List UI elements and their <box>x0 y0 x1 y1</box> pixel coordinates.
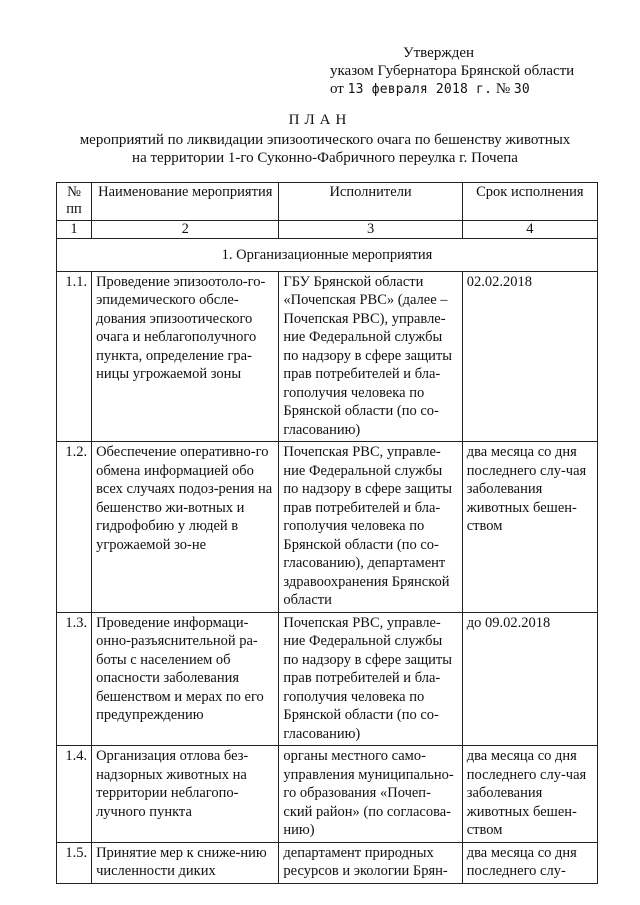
subtitle-line-1: мероприятий по ликвидации эпизоотического очага по бешенству животных <box>79 132 571 148</box>
row-number: 1.5. <box>57 842 92 883</box>
approval-line-date <box>330 80 574 99</box>
row-activity: Проведение информаци-онно-разъяснительной ра-боты с населением об опасности заболевания бешенством и мерах по его предупреждению <box>92 612 279 746</box>
row-executors: ГБУ Брянской области «Почепская РВС» (далее – Почепская РВС), управле-ние Федеральной службы по надзору в сфере защиты прав потребителей и бла-гополучия человека по Брянской области (по со-гласованию) <box>279 271 462 442</box>
column-number: 4 <box>462 221 597 239</box>
column-number-row <box>57 221 598 239</box>
row-executors: органы местного само-управления муниципально-го образования «Почеп-ский район» (по согласова-нию) <box>279 746 462 843</box>
header-num: № пп <box>57 183 92 221</box>
approval-number: 30 <box>513 82 530 97</box>
row-number: 1.2. <box>57 442 92 613</box>
approval-number-sign: № <box>495 81 511 97</box>
row-deadline: 02.02.2018 <box>462 271 597 442</box>
row-activity: Организация отлова без-надзорных животных на территории неблагопо-лучного пункта <box>92 746 279 843</box>
row-number: 1.4. <box>57 746 92 843</box>
row-executors: Почепская РВС, управле-ние Федеральной службы по надзору в сфере защиты прав потребителей и бла-гополучия человека по Брянской области (по со-гласованию), департамент здравоохранения Брянской области <box>279 442 462 613</box>
table-row <box>57 612 598 746</box>
column-number: 1 <box>57 221 92 239</box>
table-row <box>57 842 598 883</box>
row-number: 1.1. <box>57 271 92 442</box>
row-executors: Почепская РВС, управле-ние Федеральной службы по надзору в сфере защиты прав потребителей и бла-гополучия человека по Брянской области (по со-гласованию) <box>279 612 462 746</box>
row-number: 1.3. <box>57 612 92 746</box>
row-deadline: два месяца со дня последнего слу-чая заболевания животных бешен-ством <box>462 746 597 843</box>
row-executors: департамент природных ресурсов и экологии Брян- <box>279 842 462 883</box>
subtitle-line-2: на территории 1-го Суконно-Фабричного переулка г. Почепа <box>132 150 518 166</box>
row-deadline: до 09.02.2018 <box>462 612 597 746</box>
table-row <box>57 271 598 442</box>
row-deadline: два месяца со дня последнего слу-чая заболевания животных бешен-ством <box>462 442 597 613</box>
row-activity: Принятие мер к сниже-нию численности диких <box>92 842 279 883</box>
approval-block <box>330 44 574 99</box>
approval-line-approved: Утвержден <box>403 45 475 61</box>
column-number: 2 <box>92 221 279 239</box>
section-title: 1. Организационные мероприятия <box>57 239 598 272</box>
column-number: 3 <box>279 221 462 239</box>
table-row <box>57 442 598 613</box>
approval-prefix: от <box>330 81 344 97</box>
row-deadline: два месяца со дня последнего слу- <box>462 842 597 883</box>
header-executors: Исполнители <box>279 183 462 221</box>
row-activity: Проведение эпизоотоло-го-эпидемического обсле-дования эпизоотического очага и неблагополучного пункта, определение гра-ницы угрожаемой зоны <box>92 271 279 442</box>
document-subtitle <box>60 131 590 167</box>
row-activity: Обеспечение оперативно-го обмена информацией обо всех случаях подоз-рения на бешенство жи-вотных и гидрофобию у людей в угрожаемой зо-не <box>92 442 279 613</box>
table-row <box>57 746 598 843</box>
document-title: ПЛАН <box>288 112 352 128</box>
header-name: Наименование мероприятия <box>92 183 279 221</box>
approval-date: 13 февраля 2018 г. <box>347 82 493 97</box>
table-header-row <box>57 183 598 221</box>
plan-table <box>56 182 598 884</box>
section-row <box>57 239 598 272</box>
approval-line-decree: указом Губернатора Брянской области <box>330 63 575 79</box>
header-deadline: Срок исполнения <box>462 183 597 221</box>
